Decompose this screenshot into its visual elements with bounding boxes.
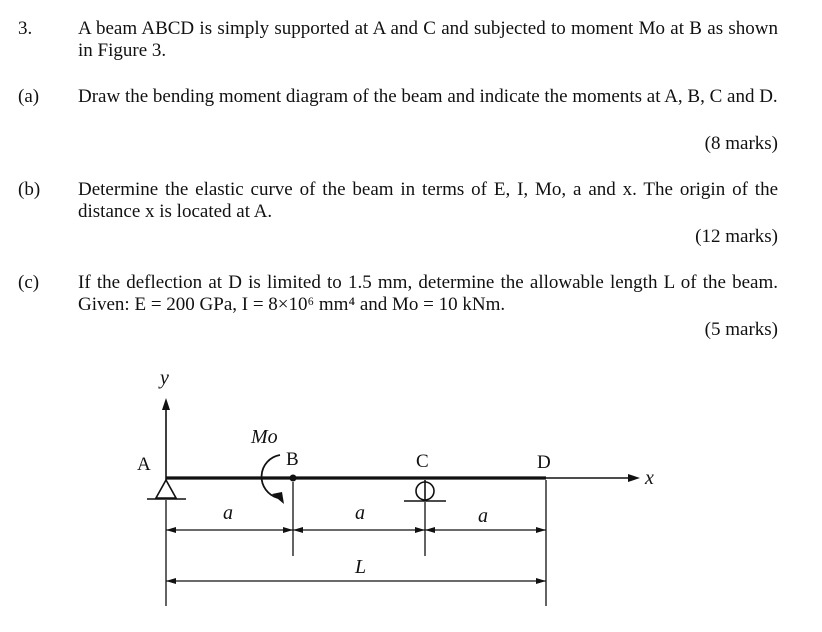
- dim-arrow-b-left: [283, 527, 293, 533]
- part-c-text: If the deflection at D is limited to 1.5 mm, determine the allowable length L of the beam. Given: E = 200 GPa, I = 8×10⁶ mm⁴ and Mo = 10 kNm.: [78, 272, 778, 315]
- moment-arrowhead-icon: [272, 492, 284, 504]
- x-axis-label: x: [645, 467, 654, 489]
- dim-label-a2: a: [355, 502, 365, 524]
- part-c-label: (c): [18, 272, 40, 293]
- part-b-marks: (12 marks): [695, 226, 778, 247]
- part-b-label: (b): [18, 179, 41, 200]
- question-number: 3.: [18, 18, 33, 39]
- part-a-marks: (8 marks): [704, 133, 778, 154]
- part-c-marks: (5 marks): [704, 319, 778, 340]
- dim-arrow-d-right: [536, 527, 546, 533]
- dim-arrow-L-left: [166, 578, 176, 584]
- x-axis-arrowhead: [628, 474, 640, 482]
- part-a-label: (a): [18, 86, 40, 107]
- label-point-a: A: [137, 454, 151, 475]
- moment-label: Mo: [251, 426, 278, 448]
- part-a-text: Draw the bending moment diagram of the beam and indicate the moments at A, B, C and D.: [78, 86, 778, 107]
- y-axis-label: y: [160, 367, 169, 389]
- dim-label-a1: a: [223, 502, 233, 524]
- dim-arrow-c-left: [415, 527, 425, 533]
- question-intro: A beam ABCD is simply supported at A and C and subjected to moment Mo at B as shown in Figure 3.: [78, 18, 778, 61]
- part-b-text: Determine the elastic curve of the beam in terms of E, I, Mo, a and x. The origin of the distance x is located at A.: [78, 179, 778, 222]
- label-point-b: B: [286, 449, 299, 470]
- pin-support-a: [156, 480, 176, 498]
- dim-arrow-L-right: [536, 578, 546, 584]
- dim-arrow-a-left: [166, 527, 176, 533]
- label-point-d: D: [537, 452, 551, 473]
- label-point-c: C: [416, 451, 429, 472]
- dim-arrow-c-right: [425, 527, 435, 533]
- dim-arrow-b-right: [293, 527, 303, 533]
- point-b-dot: [290, 475, 297, 482]
- y-axis-arrowhead: [162, 398, 170, 410]
- dim-label-a3: a: [478, 505, 488, 527]
- dim-label-L: L: [355, 556, 367, 578]
